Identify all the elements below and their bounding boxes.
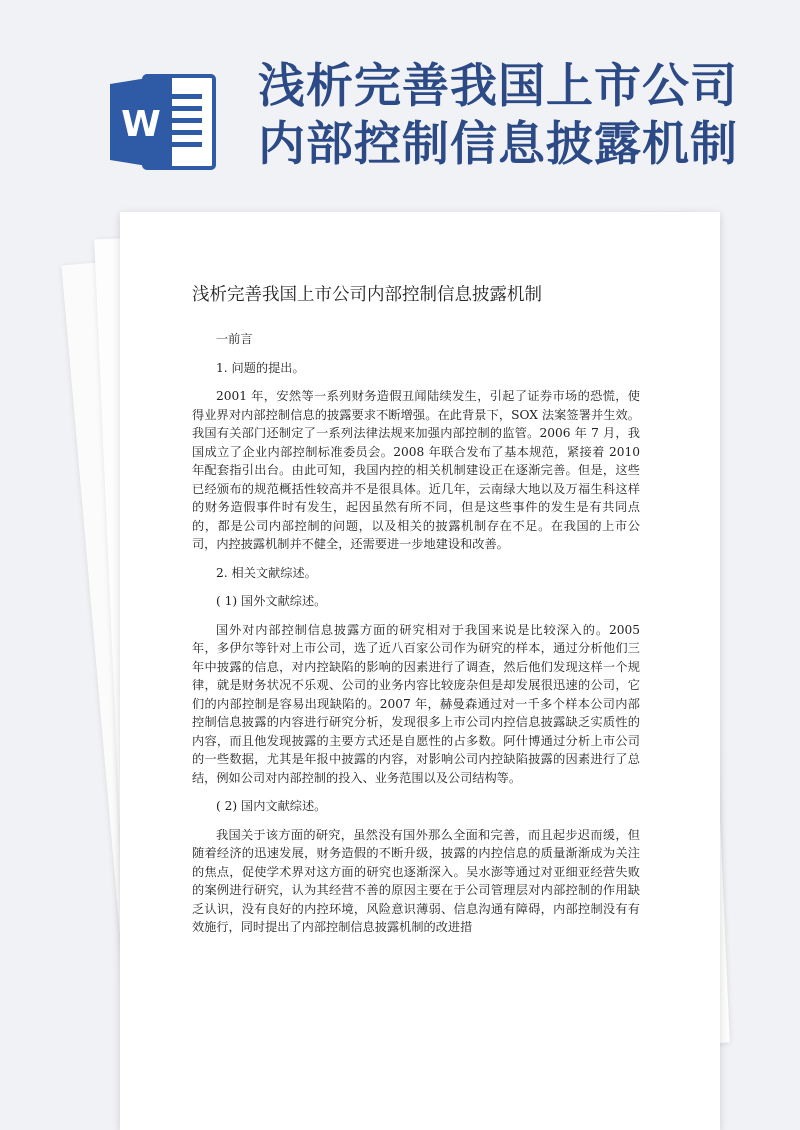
document-body [192,282,640,937]
section-heading-preface: 一前言 [216,332,253,346]
page-title-line-1: 浅析完善我国上市公司 [258,59,738,114]
paragraph-1: 2001 年，安然等一系列财务造假丑闻陆续发生，引起了证券市场的恐慌，使得业界对内部控制信息的披露要求不断增强。在此背景下，SOX 法案签署并生效。我国有关部门还制定了一系列法律法规来加强内部控制的监管。2006 年 7 月，我国成立了企业内部控制标准委员会。2008 年联合发布了基本规范，紧接着 2010 年配套指引出台。由此可知，我国内控的相关机制建设正在逐渐完善。但是，这些已经颁布的规范概括性较高并不是很具体。近几年，云南绿大地以及万福生科这样的财务造假事件时有发生，起因虽然有所不同，但是这些事件的发生是有共同点的，都是公司内部控制的问题，以及相关的披露机制存在不足。在我国的上市公司，内控披露机制并不健全，还需要进一步地建设和改善。 [192,389,640,551]
word-document-icon [108,70,220,174]
section-heading-1: 1. 问题的提出。 [216,360,305,375]
paragraph-2: 国外对内部控制信息披露方面的研究相对于我国来说是比较深入的。2005 年，多伊尔等针对上市公司，选了近八百家公司作为研究的样本，通过分析他们三年中披露的信息，对内控缺陷的影响的因素进行了调查，然后他们发现这样一个规律，就是财务状况不乐观、公司的业务内容比较庞杂但是却发展很迅速的公司，它们的内部控制是容易出现缺陷的。2007 年，赫曼森通过对一千多个样本公司内部控制信息披露的内容进行研究分析，发现很多上市公司内控信息披露缺乏实质性的内容，而且他发现披露的主要方式还是自愿性的占多数。阿什博通过分析上市公司的一些数据，尤其是年报中披露的内容，对影响公司内控缺陷披露的因素进行了总结，例如公司对内部控制的投入、业务范围以及公司结构等。 [192,622,640,785]
section-heading-2-2: ( 2) 国内文献综述。 [216,799,327,813]
page-title [258,58,778,174]
word-letter: W [121,104,161,145]
document-title: 浅析完善我国上市公司内部控制信息披露机制 [192,285,542,305]
section-heading-2-1: ( 1) 国外文献综述。 [216,594,327,608]
section-heading-2: 2. 相关文献综述。 [216,565,317,580]
paragraph-3: 我国关于该方面的研究，虽然没有国外那么全面和完善，而且起步迟而缓，但随着经济的迅速发展，财务造假的不断升级，披露的内控信息的质量渐渐成为关注的焦点，促使学术界对这方面的研究也逐渐深入。吴水澎等通过对亚细亚经营失败的案例进行研究，认为其经营不善的原因主要在于公司管理层对内部控制的作用缺乏认识，没有良好的内控环境，风险意识薄弱、信息沟通有障碍，内部控制没有有效施行，同时提出了内部控制信息披露机制的改进措 [192,827,640,934]
page-title-line-2: 内部控制信息披露机制 [258,117,738,172]
